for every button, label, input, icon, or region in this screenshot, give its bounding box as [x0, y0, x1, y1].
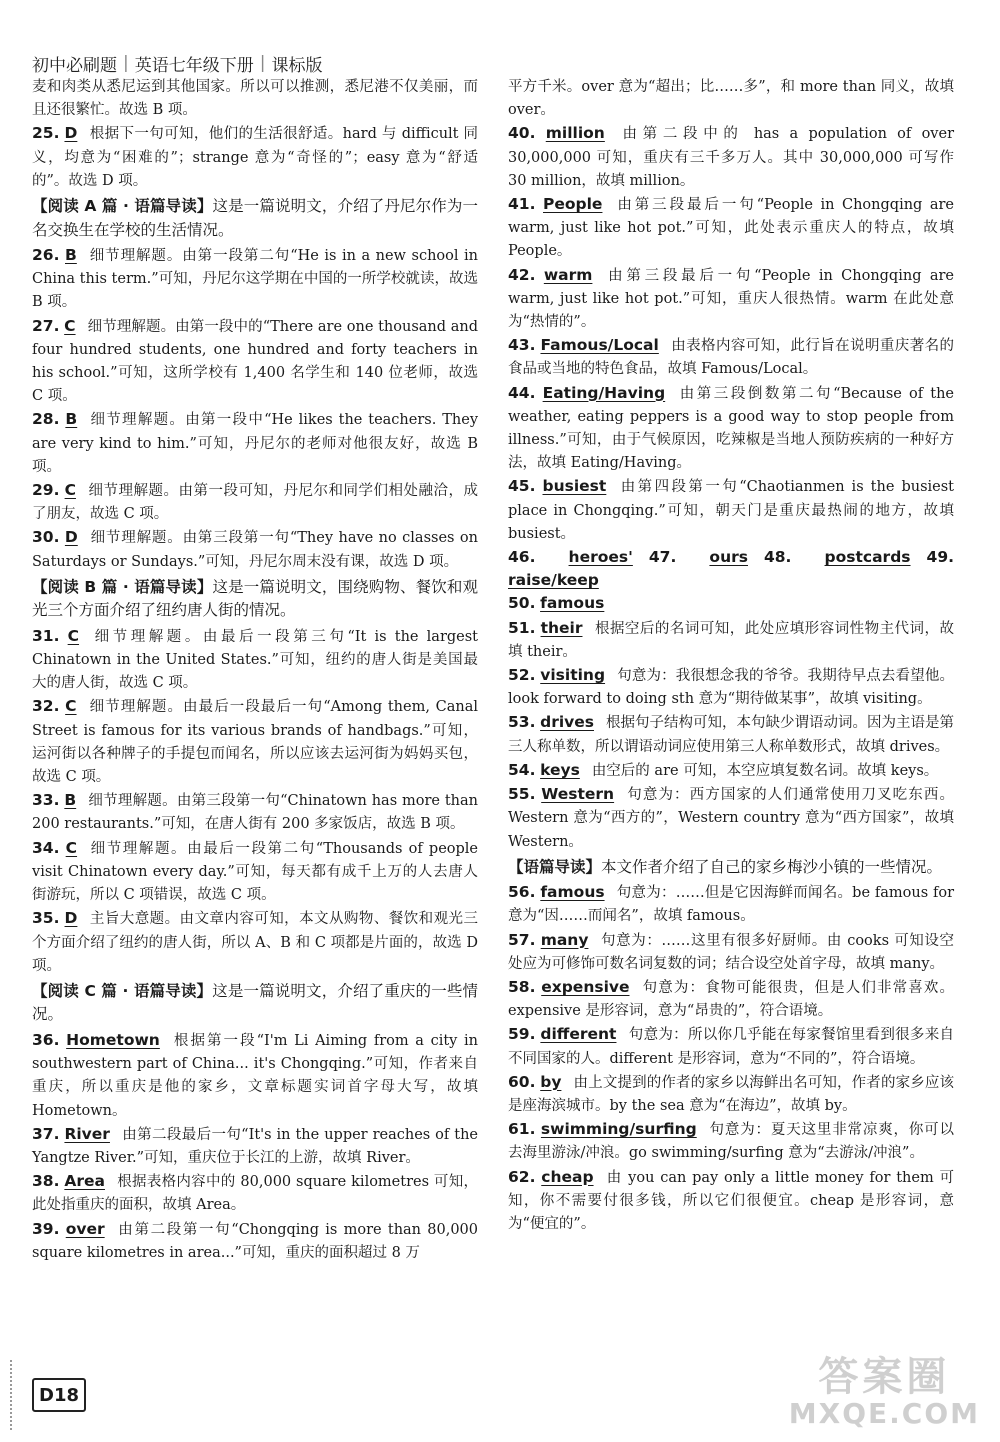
answer-key: D	[64, 909, 78, 928]
answer-key: expensive	[541, 978, 630, 997]
answer-key: People	[543, 195, 603, 214]
explanation-text: 由空后的 are 可知，本空应填复数名词。故填 keys。	[591, 762, 939, 779]
answer-key: D	[64, 124, 78, 143]
left-column	[32, 76, 478, 1265]
answer-item	[508, 193, 954, 264]
question-number: 43.	[508, 336, 536, 355]
question-number: 34.	[32, 838, 60, 857]
discourse-guide	[32, 195, 478, 242]
answer-key: drives	[540, 713, 594, 732]
explanation-text: 由表格内容可知，此行旨在说明重庆著名的食品或当地的特色食品，故填 Famous/Local。	[508, 338, 955, 378]
explanation-text: 句意为：所以你几乎能在每家餐馆里看到很多来自不同国家的人。different 是形容词，意为“不同的”，符合语境。	[508, 1027, 955, 1067]
edition-label: 课标版	[271, 55, 323, 76]
question-number: 58.	[508, 978, 536, 997]
answer-key: Eating/Having	[542, 383, 666, 402]
guide-tag: 【阅读 C 篇 · 语篇导读】	[32, 981, 213, 1000]
question-number: 29.	[32, 481, 60, 500]
question-number: 62.	[508, 1167, 536, 1186]
explanation-text: 细节理解题。由最后一段最后一句“Among them, Canal Street is famous for its various brands of handbags.”可知，运河街以各种牌子的手提包而闻名，所以应该去运河街为妈妈买包，故选 C 项。	[32, 699, 479, 786]
explanation-text: 细节理解题。由第一段第二句“He is in a new school in China this term.”可知，丹尼尔这学期在中国的一所学校就读，故选 B 项。	[32, 248, 479, 311]
subject-title: 英语七年级下册	[134, 55, 254, 76]
question-number: 31.	[32, 626, 60, 645]
watermark-url: MXQE.COM	[788, 1397, 980, 1430]
answer-item	[32, 789, 478, 836]
answer-key: Famous/Local	[540, 336, 659, 355]
explanation-text: 由上文提到的作者的家乡以海鲜出名可知，作者的家乡应该是座海滨城市。by the sea 意为“在海边”，故填 by。	[508, 1074, 955, 1115]
question-number: 57.	[508, 930, 536, 949]
question-number: 33.	[32, 791, 60, 810]
answer-key: B	[65, 246, 77, 265]
answer-item	[508, 617, 954, 664]
answer-item	[508, 264, 954, 335]
answer-key: famous	[540, 594, 605, 613]
explanation-text: 句意为：西方国家的人们通常使用刀叉吃东西。Western 意为“西方的”，Western country 意为“西方国家”，故填 Western。	[508, 787, 955, 850]
explanation-text: 由第二段中的 has a population of over 30,000,000 可知，重庆有三千多万人。其中 30,000,000 可写作 30 million，故填 million。	[508, 126, 954, 189]
guide-tag: 【阅读 A 篇 · 语篇导读】	[32, 197, 213, 216]
answer-item	[32, 244, 478, 315]
answer-key: cheap	[541, 1167, 594, 1186]
question-number: 28.	[32, 410, 60, 429]
explanation-text: 由 you can pay only a little money for them 可知，你不需要付很多钱，所以它们很便宜。cheap 是形容词，意为“便宜的”。	[508, 1169, 954, 1233]
explanation-text: 细节理解题。由第三段第一句“They have no classes on Saturdays or Sundays.”可知，丹尼尔周末没有课，故选 D 项。	[32, 530, 478, 570]
margin-dots	[10, 1360, 26, 1430]
question-number: 53.	[508, 713, 536, 732]
answer-item	[32, 1123, 478, 1170]
guide-text: 这是一篇说明文，围绕购物、餐饮和观光三个方面介绍了纽约唐人街的情况。	[32, 577, 478, 620]
explanation-text: 细节理解题。由第三段第一句“Chinatown has more than 200 restaurants.”可知，在唐人街有 200 多家饭店，故选 B 项。	[32, 793, 478, 833]
answer-item	[508, 592, 954, 616]
answer-item	[32, 1029, 478, 1123]
watermark-text: 答案圈	[818, 1354, 951, 1400]
question-number: 51.	[508, 618, 536, 637]
answer-key: C	[64, 316, 76, 335]
answer-item	[32, 479, 478, 526]
question-number: 37.	[32, 1124, 60, 1143]
continued-text: 平方千米。over 意为“超出；比……多”，和 more than 同义，故填 over。	[508, 79, 954, 119]
discourse-guide	[32, 980, 478, 1027]
answer-item	[508, 929, 954, 976]
answer-item	[32, 625, 478, 696]
answer-item	[32, 315, 478, 409]
explanation-text: 根据表格内容中的 80,000 square kilometres 可知，此处指重庆的面积，故填 Area。	[32, 1174, 478, 1214]
question-number: 52.	[508, 666, 536, 685]
explanation-text: 由第三段最后一句“People in Chongqing are warm, just like hot pot.”可知，此处表示重庆人的特点，故填 People。	[508, 197, 954, 260]
question-number: 42.	[508, 265, 536, 284]
answer-item	[32, 122, 478, 193]
answer-key: million	[545, 124, 605, 143]
answer-key: many	[540, 930, 589, 949]
explanation-text: 句意为：……但是它因海鲜而闻名。be famous for 意为“因……而闻名”，故填 famous。	[508, 885, 954, 925]
guide-text: 这是一篇说明文，介绍了丹尼尔作为一名交换生在学校的生活情况。	[32, 197, 478, 239]
guide-tag: 【阅读 B 篇 · 语篇导读】	[32, 577, 213, 596]
answer-item	[32, 907, 478, 978]
explanation-text: 细节理解题。由最后一段第三句“It is the largest Chinatown in the United States.”可知，纽约的唐人街是美国最大的唐人街，故选 C 项。	[32, 628, 479, 692]
answer-key: D	[64, 528, 78, 547]
answer-item	[32, 526, 478, 573]
continued-text: 麦和肉类从悉尼运到其他国家。所以可以推测，悉尼港不仅美丽，而且还很繁忙。故选 B 项。	[32, 79, 478, 119]
question-number: 59.	[508, 1025, 536, 1044]
guide-text: 本文作者介绍了自己的家乡梅沙小镇的一些情况。	[601, 857, 943, 876]
answer-item	[508, 334, 954, 381]
answer-key: their	[540, 618, 583, 637]
answer-item	[508, 881, 954, 928]
question-number: 30.	[32, 528, 60, 547]
answer-item	[32, 1218, 478, 1265]
question-number: 56.	[508, 883, 536, 902]
answer-key: C	[64, 481, 76, 500]
question-number: 39.	[32, 1219, 60, 1238]
question-number: 38.	[32, 1172, 60, 1191]
question-number: 27.	[32, 316, 60, 335]
answer-key: C	[65, 697, 77, 716]
answer-key: warm	[543, 265, 593, 284]
question-number: 32.	[32, 697, 60, 716]
explanation-text: 由第三段最后一句“People in Chongqing are warm, just like hot pot.”可知，重庆人很热情。warm 在此处意为“热情的”。	[508, 267, 954, 331]
page-header	[32, 50, 322, 76]
question-number: 25.	[32, 124, 60, 143]
answer-key: raise/keep	[508, 571, 599, 590]
answer-item	[508, 711, 954, 758]
question-number: 47.	[648, 548, 677, 567]
answer-key: postcards	[824, 548, 911, 567]
answer-key: Hometown	[66, 1030, 160, 1049]
answer-item-group	[508, 546, 954, 592]
answer-item	[32, 695, 478, 789]
explanation-text: 由第二段最后一句“It's in the upper reaches of the Yangtze River.”可知，重庆位于长江的上游，故填 River。	[32, 1126, 478, 1166]
question-number: 41.	[508, 195, 536, 214]
answer-item	[508, 759, 954, 783]
answer-key: B	[65, 410, 78, 429]
explanation-text: 细节理解题。由最后一段第二句“Thousands of people visit Chinatown every day.”可知，每天都有成千上万的人去唐人街游玩，所以 C 项错误，故选 C 项。	[32, 840, 479, 904]
answer-item	[508, 122, 954, 193]
question-number: 46.	[508, 548, 536, 567]
question-number: 45.	[508, 477, 536, 496]
answer-key: ours	[709, 548, 748, 567]
explanation-text: 句意为：食物可能很贵，但是人们非常喜欢。expensive 是形容词，意为“昂贵的”，符合语境。	[508, 980, 954, 1020]
explanation-text: 根据下一句可知，他们的生活很舒适。hard 与 difficult 同义，均意为“困难的”；strange 意为“奇怪的”；easy 意为“舒适的”。故选 D 项。	[32, 126, 479, 189]
question-number: 35.	[32, 909, 60, 928]
answer-key: heroes'	[568, 548, 633, 567]
answer-key: busiest	[542, 477, 607, 496]
explanation-text: 细节理解题。由第一段中“He likes the teachers. They are very kind to him.”可知，丹尼尔的老师对他很友好，故选 B 项。	[32, 412, 479, 475]
answer-item	[508, 783, 954, 854]
answer-key: Area	[64, 1172, 105, 1191]
answer-key: famous	[540, 883, 605, 902]
question-number: 48.	[763, 548, 792, 567]
book-title: 初中必刷题	[32, 55, 117, 76]
explanation-text: 根据空后的名词可知，此处应填形容词性物主代词，故填 their。	[508, 620, 955, 660]
answer-item	[508, 475, 954, 546]
explanation-text: 由第三段倒数第二句“Because of the weather, eating peppers is a good way to stop people from illness.”可知，由于气候原因，吃辣椒是当地人预防疾病的一种好方法，故填 Eating/Having。	[508, 385, 954, 472]
explanation-text: 句意为：我很想念我的爷爷。我期待早点去看望他。look forward to doing sth 意为“期待做某事”，故填 visiting。	[508, 668, 955, 708]
discourse-guide	[508, 856, 954, 880]
discourse-guide	[32, 576, 478, 623]
answer-key: B	[64, 791, 77, 810]
question-number: 61.	[508, 1120, 536, 1139]
explanation-text: 由第四段第一句“Chaotianmen is the busiest place in Chongqing.”可知，朝天门是重庆最热闹的地方，故填 busiest。	[508, 479, 954, 542]
question-number: 50.	[508, 594, 536, 613]
explanation-text: 细节理解题。由第一段可知，丹尼尔和同学们相处融洽，成了朋友，故选 C 项。	[32, 483, 479, 523]
answer-key: swimming/surfing	[540, 1120, 697, 1139]
question-number: 54.	[508, 760, 536, 779]
answer-item	[32, 1170, 478, 1217]
answer-item	[32, 408, 478, 479]
explanation-text: 根据第一段“I'm Li Aiming from a city in southwestern part of China... it's Chongqing.”可知，作者来自重庆，所以重庆是他的家乡，文章标题实词首字母大写，故填 Hometown。	[32, 1032, 479, 1119]
question-number: 55.	[508, 785, 536, 804]
answer-key: C	[65, 838, 78, 857]
answer-item	[508, 1118, 954, 1165]
answer-key: visiting	[540, 666, 606, 685]
answer-key: over	[65, 1219, 105, 1238]
explanation-text: 句意为：夏天这里非常凉爽，你可以去海里游泳/冲浪。go swimming/surfing 意为“去游泳/冲浪”。	[508, 1122, 955, 1162]
explanation-text: 句意为：……这里有很多好厨师。由 cooks 可知设空处应为可修饰可数名词复数的词；结合设空处首字母，故填 many。	[508, 932, 955, 972]
explanation-text: 细节理解题。由第一段中的“There are one thousand and four hundred students, one hundred and forty teachers in his school.”可知，这所学校有 1,400 名学生和 140 位老师，故选 C 项。	[32, 318, 479, 405]
answer-item	[508, 976, 954, 1023]
guide-tag: 【语篇导读】	[508, 857, 602, 876]
answer-item	[508, 1166, 954, 1237]
header-separator: |	[123, 53, 129, 73]
answer-key: different	[540, 1025, 617, 1044]
answer-key: by	[540, 1072, 562, 1091]
answer-item	[508, 382, 954, 476]
question-number: 60.	[508, 1072, 536, 1091]
answer-item	[508, 664, 954, 711]
question-number: 36.	[32, 1030, 60, 1049]
right-column	[508, 76, 954, 1236]
watermark-logo	[789, 1355, 980, 1430]
guide-text: 这是一篇说明文，介绍了重庆的一些情况。	[32, 981, 478, 1024]
question-number: 44.	[508, 383, 536, 402]
question-number: 26.	[32, 246, 60, 265]
explanation-text: 根据句子结构可知，本句缺少谓语动词。因为主语是第三人称单数，所以谓语动词应使用第三人称单数形式，故填 drives。	[508, 715, 955, 755]
answer-key: Western	[541, 785, 615, 804]
question-number: 40.	[508, 124, 536, 143]
answer-key: C	[67, 626, 80, 645]
question-number: 49.	[926, 548, 954, 567]
explanation-text: 由第二段第一句“Chongqing is more than 80,000 square kilometres in area...”可知，重庆的面积超过 8 万	[32, 1221, 478, 1261]
answer-key: keys	[540, 760, 580, 779]
answer-key: River	[64, 1124, 110, 1143]
answer-item	[508, 1023, 954, 1070]
header-separator: |	[259, 53, 266, 73]
answer-item	[32, 837, 478, 908]
page-number: D18	[32, 1378, 86, 1412]
explanation-text: 主旨大意题。由文章内容可知，本文从购物、餐饮和观光三个方面介绍了纽约的唐人街，所以 A、B 和 C 项都是片面的，故选 D 项。	[32, 911, 479, 974]
answer-item	[508, 1071, 954, 1118]
